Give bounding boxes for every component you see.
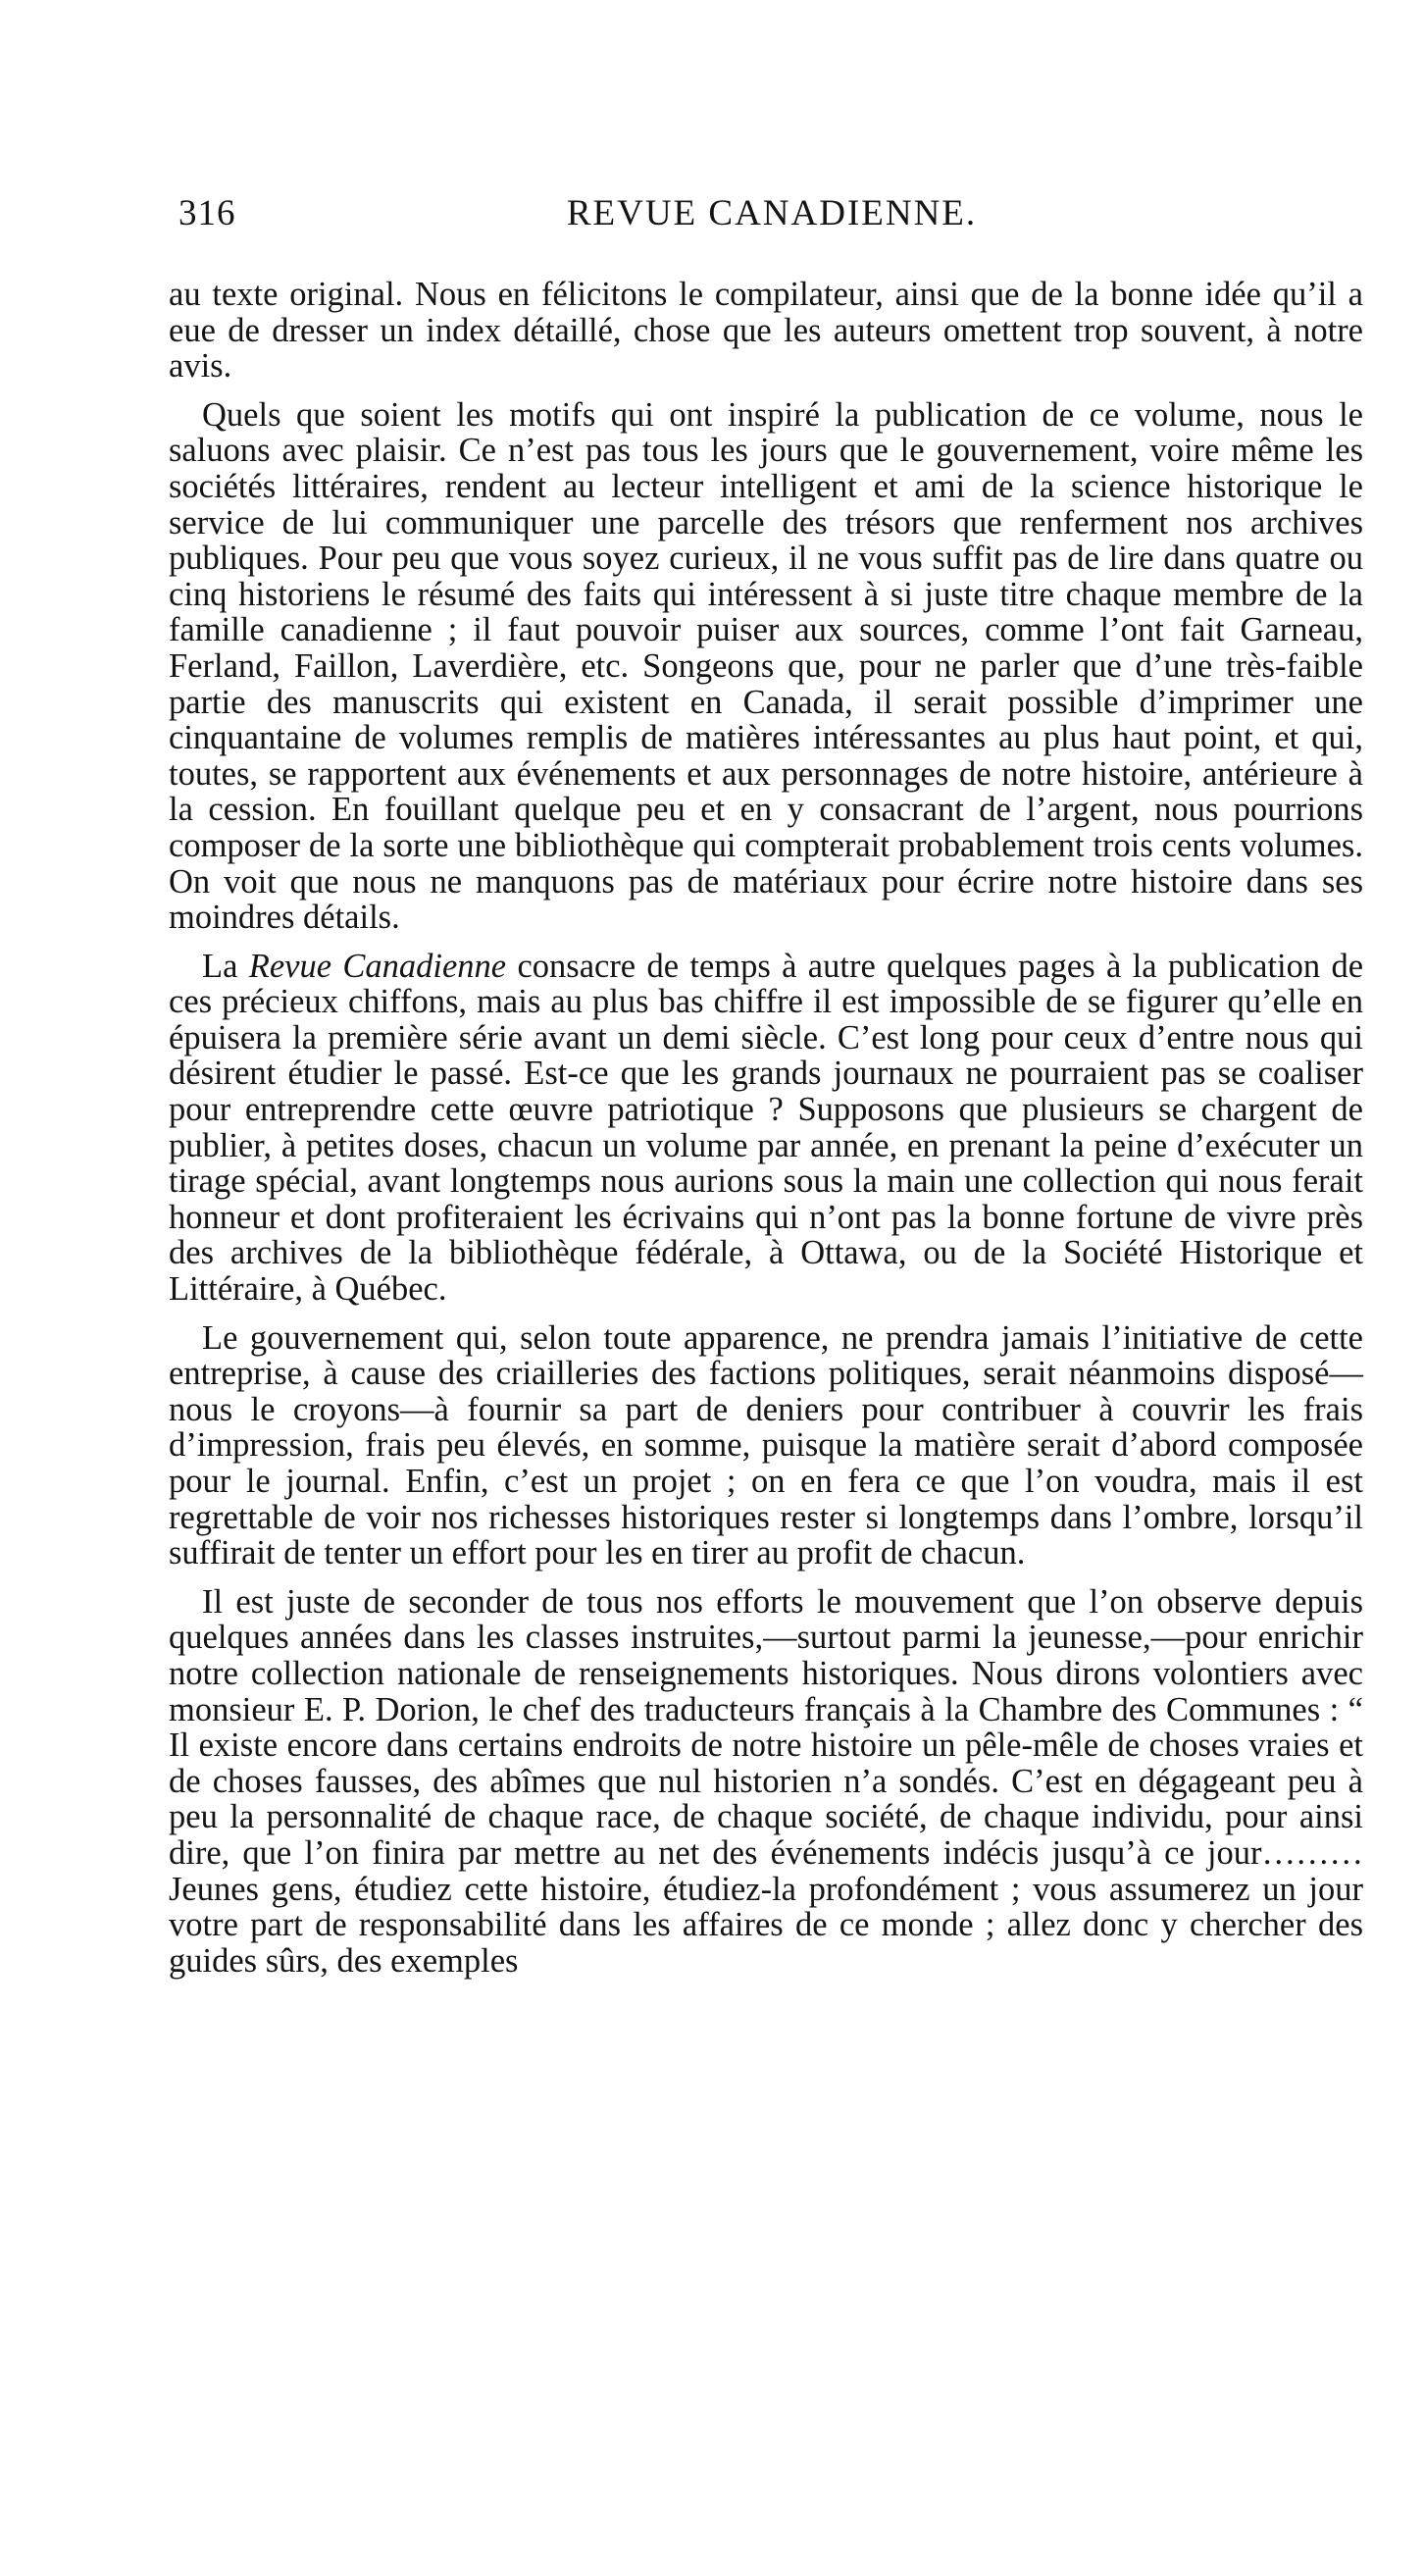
paragraph-lead: La — [202, 947, 238, 985]
paragraph-text: Le gouvernement qui, selon toute apparence, ne prendra jamais l’initiative de cette entreprise, à cause des criailleries des factions politiques, serait néanmoins disposé—nous le croyons—à fournir sa part de deniers pour contribuer à couvrir les frais d’impression, frais peu élevés, en somme, puisque la matière serait d’abord composée pour le journal. Enfin, c’est un projet ; on en fera ce que l’on voudra, mais il est regrettable de voir nos richesses historiques rester si longtemps dans l’ombre, lorsqu’il suffirait de tenter un effort pour les en tirer au profit de chacun. — [169, 1318, 1363, 1572]
paragraph-4 — [169, 1320, 1363, 1571]
paragraph-5 — [169, 1584, 1363, 1980]
paragraph-text: au texte original. Nous en félicitons le compilateur, ainsi que de la bonne idée qu’il a eue de dresser un index détaillé, chose que les auteurs omettent trop souvent, à notre avis. — [169, 276, 1363, 386]
running-title: REVUE CANADIENNE. — [566, 193, 978, 233]
body-text — [169, 277, 1363, 1979]
paragraph-1 — [169, 277, 1363, 385]
paragraph-3 — [169, 949, 1363, 1308]
paragraph-text: Il est juste de seconder de tous nos efforts le mouvement que l’on observe depuis quelques années dans les classes instruites,—surtout parmi la jeunesse,—pour enrichir notre collection nationale de renseignements historiques. Nous dirons volontiers avec monsieur E. P. Dorion, le chef des traducteurs français à la Chambre des Communes : “ Il existe encore dans certains endroits de notre histoire un pêle-mêle de choses vraies et de choses fausses, des abîmes que nul historien n’a sondés. C’est en dégageant peu à peu la personnalité de chaque race, de chaque société, de chaque individu, pour ainsi dire, que l’on finira par mettre au net des événements indécis jusqu’à ce jour……… Jeunes gens, étudiez cette histoire, étudiez-la profondément ; vous assumerez un jour votre part de responsabilité dans les affaires de ce monde ; allez donc y chercher des guides sûrs, des exemples — [169, 1582, 1363, 1980]
paragraph-text: consacre de temps à autre quelques pages à la publication de ces précieux chiffons, mais au plus bas chiffre il est impossible de se figurer qu’elle en épuisera la première série avant un demi siècle. C’est long pour ceux d’entre nous qui désirent étudier le passé. Est-ce que les grands journaux ne pourraient pas se coaliser pour entreprendre cette œuvre patriotique ? Supposons que plusieurs se chargent de publier, à petites doses, chacun un volume par année, en prenant la peine d’exécuter un tirage spécial, avant longtemps nous aurions sous la main une collection qui nous ferait honneur et dont profiteraient les écrivains qui n’ont pas la bonne fortune de vivre près des archives de la bibliothèque fédérale, à Ottawa, ou de la Société Historique et Littéraire, à Québec. — [169, 947, 1364, 1309]
paragraph-text: Quels que soient les motifs qui ont inspiré la publication de ce volume, nous le saluons avec plaisir. Ce n’est pas tous les jours que le gouvernement, voire même les sociétés littéraires, rendent au lecteur intelligent et ami de la science historique le service de lui communiquer une parcelle des trésors que renferment nos archives publiques. Pour peu que vous soyez curieux, il ne vous suffit pas de lire dans quatre ou cinq historiens le résumé des faits qui intéressent à si juste titre chaque membre de la famille canadienne ; il faut pouvoir puiser aux sources, comme l’ont fait Garneau, Ferland, Faillon, Laverdière, etc. Songeons que, pour ne parler que d’une très-faible partie des manuscrits qui existent en Canada, il serait possible d’imprimer une cinquantaine de volumes remplis de matières intéressantes au plus haut point, et qui, toutes, se rapportent aux événements et aux personnages de notre histoire, antérieure à la cession. En fouillant quelque peu et en y consacrant de l’argent, nous pourrions composer de la sorte une bibliothèque qui compterait probablement trois cents volumes. On voit que nous ne manquons pas de matériaux pour écrire notre histoire dans ses moindres détails. — [169, 395, 1363, 937]
paragraph-2 — [169, 397, 1363, 936]
page-number: 316 — [178, 193, 236, 233]
page-header — [178, 192, 1365, 251]
journal-title: Revue Canadienne — [248, 947, 507, 985]
